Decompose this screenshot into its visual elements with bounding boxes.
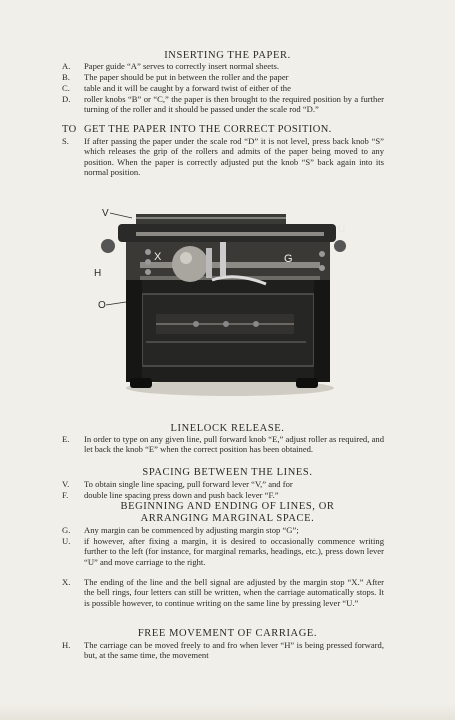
item-key: E. (62, 434, 70, 444)
item-text: double line spacing press down and push back lever “F.” (84, 490, 279, 500)
typewriter-photo (96, 202, 358, 402)
item-key: C. (62, 83, 70, 93)
heading-text: GET THE PAPER INTO THE CORRECT POSITION. (84, 124, 332, 135)
item-key: V. (62, 479, 70, 489)
photo-label-u: U (338, 224, 346, 235)
item-key: G. (62, 525, 71, 535)
heading-inserting: INSERTING THE PAPER. (164, 50, 291, 61)
heading-margins-1: BEGINNING AND ENDING OF LINES, OR (120, 501, 335, 512)
item-key: B. (62, 72, 70, 82)
heading-prefix: TO (62, 124, 77, 135)
photo-label-g: G (284, 253, 293, 265)
item-key: D. (62, 94, 71, 104)
photo-label-v: V (102, 208, 109, 219)
item-text: Paper guide “A” serves to correctly insert normal sheets. (84, 61, 279, 71)
item-text: if however, after fixing a margin, it is desired to occasionally commence writing further to the left (for instance, for marginal remarks, headings, etc.), press down lever “U” and move carriage to the right. (84, 536, 384, 567)
heading-margins-2: ARRANGING MARGINAL SPACE. (140, 513, 315, 524)
heading-carriage: FREE MOVEMENT OF CARRIAGE. (137, 628, 318, 639)
item-text: In order to type on any given line, pull forward knob “E,” adjust roller as required, and let back the knob “E” when the correct position has been obtained. (84, 434, 384, 455)
item-key: X. (62, 577, 71, 587)
item-key: U. (62, 536, 71, 546)
heading-linelock: LINELOCK RELEASE. (170, 423, 285, 434)
item-text: The ending of the line and the bell signal are adjusted by the margin stop “X.” After the bell rings, four letters can still be written, when the carriage automatically stops. It is possible however, to continue writing on the same line by pressing lever “U.” (84, 577, 384, 608)
item-key: A. (62, 61, 71, 71)
item-text: To obtain single line spacing, pull forward lever “V,” and for (84, 479, 293, 489)
page-bottom-edge (0, 704, 455, 720)
photo-label-x: X (154, 251, 162, 263)
heading-spacing: SPACING BETWEEN THE LINES. (142, 467, 313, 478)
photo-label-o: O (98, 300, 106, 311)
item-text: If after passing the paper under the scale rod “D” it is not level, press back knob “S” which releases the grip of the rollers and admits of the paper being moved to any position. When the paper is correctly adjusted put the knob “S” back again into its normal position. (84, 136, 384, 178)
photo-label-h: H (94, 268, 102, 279)
item-key: H. (62, 640, 71, 650)
item-text: The carriage can be moved freely to and fro when lever “H” is being pressed forward, but, at the same time, the movement (84, 640, 384, 661)
item-key: F. (62, 490, 69, 500)
item-text: table and it will be caught by a forward twist of either of the (84, 83, 291, 93)
item-key: S. (62, 136, 69, 146)
item-text: The paper should be put in between the roller and the paper (84, 72, 289, 82)
item-text: Any margin can be commenced by adjusting margin stop “G”; (84, 525, 299, 535)
item-text: roller knobs “B” or “C,” the paper is then brought to the required position by a further turning of the roller and it should be passed under the scale rod “D.” (84, 94, 384, 115)
